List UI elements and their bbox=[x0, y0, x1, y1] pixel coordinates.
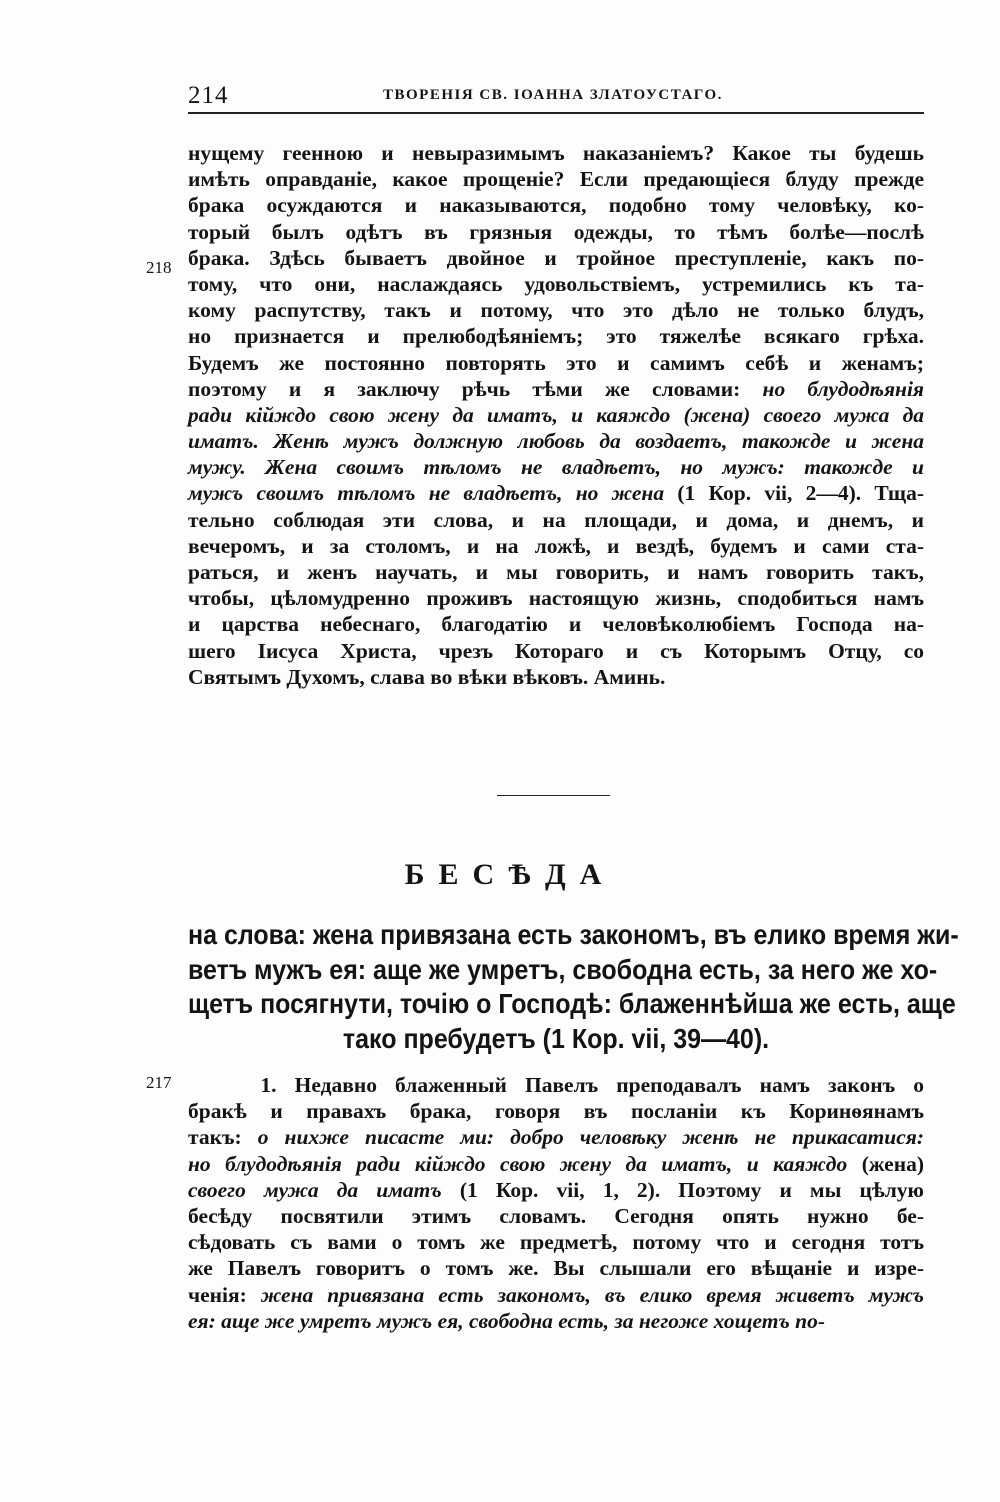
italic-quote-text: своего мужа да иматъ bbox=[188, 1177, 442, 1202]
body-text: тельно соблюдая эти слова, и на площади, и дома, и днемъ, и bbox=[188, 507, 924, 532]
text-line bbox=[188, 480, 924, 506]
text-line bbox=[188, 402, 924, 428]
text-line bbox=[188, 611, 924, 637]
text-line bbox=[188, 638, 924, 664]
body-text: кому распутству, такъ и потому, что это дѣло не только блудъ, bbox=[188, 298, 924, 323]
italic-quote-text: иматъ. Женѣ мужъ должную любовь да воздаетъ, такожде и жена bbox=[188, 429, 924, 454]
italic-quote-text: но блудодѣянія ради кійждо свою жену да иматъ, и каяждо bbox=[188, 1151, 862, 1176]
text-line bbox=[188, 1072, 924, 1098]
body-text: шего Іисуса Христа, чрезъ Котораго и съ Которымъ Отцу, со bbox=[188, 638, 924, 663]
text-line bbox=[188, 1229, 924, 1255]
text-line bbox=[188, 1308, 924, 1334]
body-text: нущему геенною и невыразимымъ наказаніемъ? Какое ты будешь bbox=[188, 141, 924, 165]
section-separator bbox=[497, 795, 610, 796]
text-line bbox=[188, 245, 924, 271]
homily-paragraph-1 bbox=[188, 1072, 924, 1334]
text-line bbox=[188, 533, 924, 559]
body-text: Святымъ Духомъ, слава во вѣки вѣковъ. Аминь. bbox=[188, 664, 666, 689]
text-line bbox=[188, 219, 924, 245]
subtitle-line: тако пребудетъ (1 Кор. vii, 39—40). bbox=[342, 1023, 770, 1055]
text-line bbox=[188, 559, 924, 585]
text-line bbox=[188, 507, 924, 533]
subtitle-line: на слова: жена привязана есть закономъ, въ елико время жи- bbox=[188, 919, 959, 951]
text-line bbox=[188, 1177, 924, 1203]
text-line bbox=[188, 1098, 924, 1124]
text-line bbox=[188, 585, 924, 611]
body-text: (1 Кор. vii, 2—4). Тща- bbox=[664, 481, 924, 506]
body-text: вечеромъ, и за столомъ, и на ложѣ, и вездѣ, будемъ и сами ста- bbox=[188, 533, 924, 558]
italic-quote-text: о нихже писасте ми: добро человѣку женѣ не прикасатися: bbox=[257, 1125, 924, 1150]
italic-quote-text: ея: аще же умретъ мужъ ея, свободна есть, за негоже хощетъ по- bbox=[188, 1308, 826, 1333]
running-title: ТВОРЕНІЯ СВ. ІОАННА ЗЛАТОУСТАГО. bbox=[383, 87, 723, 103]
text-line bbox=[188, 1255, 924, 1281]
body-text: такъ: bbox=[188, 1125, 258, 1150]
text-line bbox=[188, 454, 924, 480]
body-text: бракѣ и правахъ брака, говоря въ посланіи къ Коринѳянамъ bbox=[188, 1099, 924, 1124]
header-rule bbox=[188, 112, 924, 114]
text-line bbox=[188, 376, 924, 402]
margin-number-217: 217 bbox=[146, 1073, 172, 1092]
body-text: Будемъ же постоянно повторять это и самимъ себѣ и женамъ; bbox=[188, 350, 924, 375]
italic-quote-text: жена привязана есть закономъ, въ елико время живетъ мужъ bbox=[260, 1282, 924, 1307]
body-text: торый былъ одѣтъ въ грязныя одежды, то тѣмъ болѣе—послѣ bbox=[188, 219, 924, 244]
page-number: 214 bbox=[188, 82, 229, 109]
subtitle-line: щетъ посягнути, точію о Господѣ: блаженнѣйша же есть, аще bbox=[188, 988, 956, 1020]
body-text: сѣдовать съ вами о томъ же предметѣ, потому что и сегодня тотъ bbox=[188, 1230, 924, 1255]
text-line bbox=[188, 1282, 924, 1308]
body-text: 1. Недавно блаженный Павелъ преподавалъ намъ законъ о bbox=[188, 1073, 924, 1097]
italic-quote-text: ради кійждо свою жену да иматъ, и каяждо (жена) своего мужа да bbox=[188, 402, 924, 427]
text-line bbox=[188, 323, 924, 349]
body-text: же Павелъ говоритъ о томъ же. Вы слышали его вѣщаніе и изре- bbox=[188, 1256, 924, 1281]
body-text: брака осуждаются и наказываются, подобно тому человѣку, ко- bbox=[188, 193, 924, 218]
text-line bbox=[188, 1124, 924, 1150]
body-text: но признается и прелюбодѣяніемъ; это тяжелѣе всякаго грѣха. bbox=[188, 324, 924, 349]
text-line bbox=[188, 1151, 924, 1177]
text-line bbox=[188, 192, 924, 218]
body-text: бесѣду посвятили этимъ словамъ. Сегодня опять нужно бе- bbox=[188, 1203, 924, 1228]
text-line bbox=[188, 166, 924, 192]
preceding-text-block bbox=[188, 140, 924, 690]
text-line bbox=[188, 350, 924, 376]
subtitle-line: ветъ мужъ ея: аще же умретъ, свободна есть, за него же хо- bbox=[188, 953, 938, 986]
body-text: (1 Кор. vii, 1, 2). Поэтому и мы цѣлую bbox=[441, 1177, 924, 1202]
body-text: поэтому и я заключу рѣчь тѣми же словами: bbox=[188, 376, 763, 401]
italic-quote-text: но блудодѣянія bbox=[762, 376, 924, 401]
body-text: и царства небеснаго, благодатію и человѣколюбіемъ Господа на- bbox=[188, 612, 924, 637]
text-line bbox=[188, 140, 924, 166]
body-text: ченія: bbox=[188, 1282, 261, 1307]
body-text: раться, и женъ научать, и мы говорить, и намъ говорить такъ, bbox=[188, 560, 924, 584]
text-line bbox=[188, 1203, 924, 1229]
body-text: чтобы, цѣломудренно проживъ настоящую жизнь, сподобиться намъ bbox=[188, 586, 924, 611]
running-header bbox=[188, 82, 924, 112]
body-text: брака. Здѣсь бываетъ двойное и тройное преступленіе, какъ по- bbox=[188, 245, 924, 270]
text-line bbox=[188, 428, 924, 454]
body-text: имѣть оправданіе, какое прощеніе? Если предающіеся блуду прежде bbox=[188, 167, 924, 192]
text-line bbox=[188, 271, 924, 297]
italic-quote-text: мужъ своимъ тѣломъ не владѣетъ, но жена bbox=[188, 481, 665, 506]
homily-subtitle bbox=[188, 918, 959, 1056]
homily-title: БЕСѢДА bbox=[404, 858, 616, 891]
margin-number-218: 218 bbox=[146, 258, 172, 277]
body-text: (жена) bbox=[861, 1151, 924, 1176]
text-line bbox=[188, 297, 924, 323]
italic-quote-text: мужу. Жена своимъ тѣломъ не владѣетъ, но мужъ: такожде и bbox=[188, 455, 924, 480]
body-text: тому, что они, наслаждаясь удовольствіемъ, устремились къ та- bbox=[188, 271, 924, 296]
text-line bbox=[188, 664, 924, 690]
